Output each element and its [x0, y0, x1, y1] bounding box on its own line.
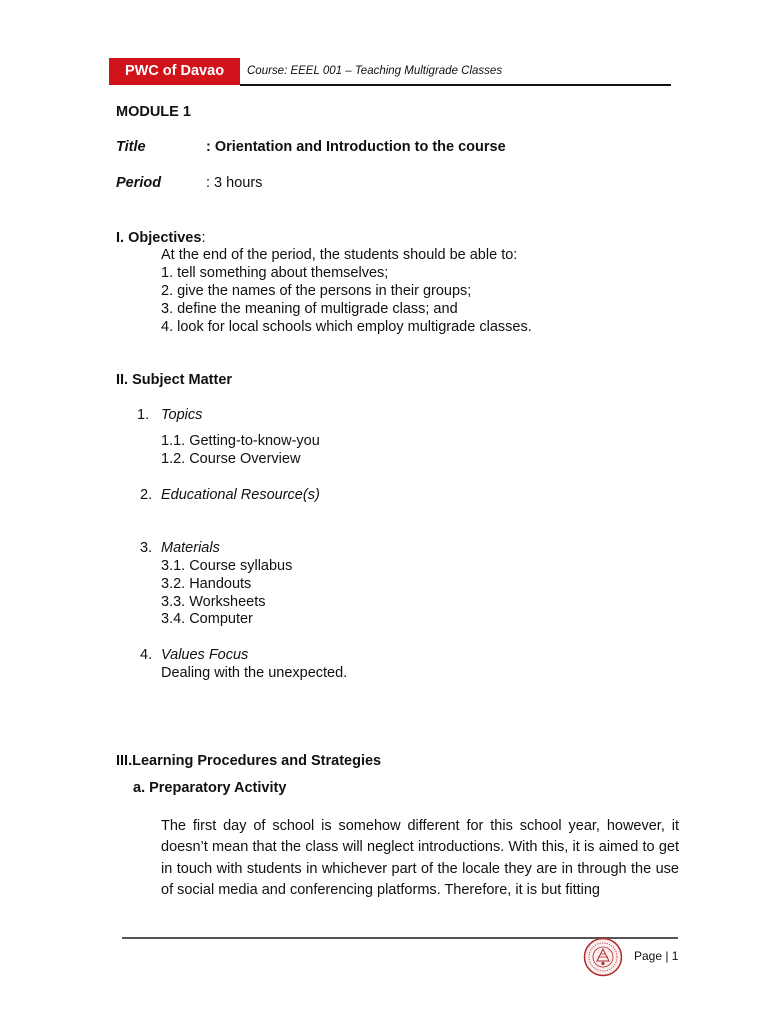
preparatory-paragraph: The first day of school is somehow different for this school year, however, it doesn’t mean that the class will neglect introductions. With this, it is aimed to get in touch with students in whichever part of the locale they are in through the use of social media and conferencing platforms. Therefore, it is but fitting [161, 818, 679, 898]
resources-number: 2. [140, 487, 153, 503]
title-label: Title [116, 139, 146, 155]
material-item: 3.1. Course syllabus [161, 558, 293, 574]
objective-item: 2. give the names of the persons in their groups; [161, 283, 472, 299]
values-text: Dealing with the unexpected. [161, 665, 348, 681]
material-item: 3.2. Handouts [161, 576, 252, 592]
objective-item: 3. define the meaning of multigrade class; and [161, 301, 458, 317]
period-label: Period [116, 175, 162, 191]
objectives-heading [116, 230, 205, 246]
org-badge: PWC of Davao [109, 58, 240, 85]
material-item: 3.3. Worksheets [161, 594, 266, 610]
course-title: Course: EEEL 001 – Teaching Multigrade Classes [247, 65, 503, 77]
objective-item: 1. tell something about themselves; [161, 265, 389, 281]
resources-label: Educational Resource(s) [161, 487, 320, 503]
period-value: : 3 hours [206, 175, 263, 191]
values-number: 4. [140, 647, 153, 663]
module-heading: MODULE 1 [116, 104, 191, 120]
college-seal-logo [583, 937, 623, 977]
subject-matter-heading: II. Subject Matter [116, 372, 233, 388]
objectives-number: I. [116, 230, 125, 246]
objectives-colon: : [201, 230, 206, 246]
objectives-intro: At the end of the period, the students should be able to: [161, 247, 518, 263]
materials-number: 3. [140, 540, 153, 556]
objectives-label: Objectives [128, 230, 202, 246]
topic-item: 1.1. Getting-to-know-you [161, 433, 320, 449]
procedures-heading: III.Learning Procedures and Strategies [116, 753, 382, 769]
topics-number: 1. [137, 407, 150, 423]
page-number: Page | 1 [634, 949, 679, 963]
topics-label: Topics [161, 407, 203, 423]
objective-item: 4. look for local schools which employ multigrade classes. [161, 319, 532, 335]
header-divider [240, 84, 671, 86]
title-value: : Orientation and Introduction to the course [206, 139, 506, 155]
material-item: 3.4. Computer [161, 611, 253, 627]
values-label: Values Focus [161, 647, 249, 663]
preparatory-heading: a. Preparatory Activity [133, 780, 287, 796]
materials-label: Materials [161, 540, 220, 556]
topic-item: 1.2. Course Overview [161, 451, 301, 467]
